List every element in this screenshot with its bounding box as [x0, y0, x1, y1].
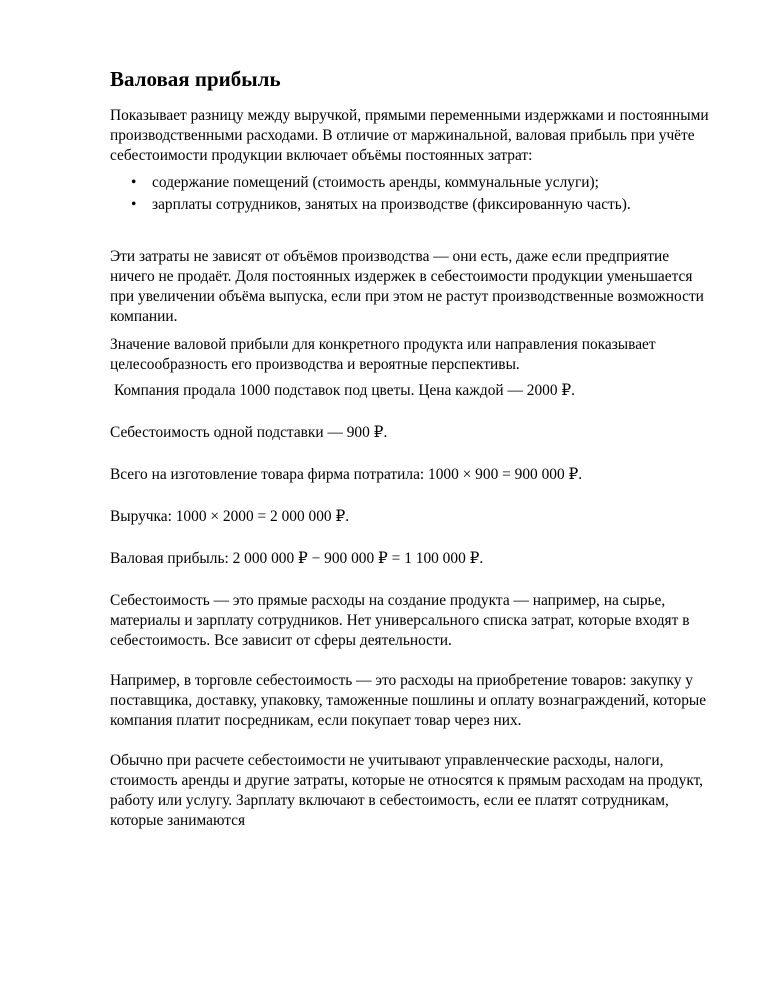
exclusions-paragraph: Обычно при расчете себестоимости не учитывают управленческие расходы, налоги, стоимость аренды и другие затраты, которые не относятся к прямым расходам на продукт, работу или услугу. Зарплату включают в себестоимость, если ее платят сотрудникам, которые занимаются [110, 752, 704, 829]
list-item [131, 195, 710, 215]
value-meaning-paragraph: Значение валовой прибыли для конкретного продукта или направления показывает целесообразность его производства и вероятные перспективы. [110, 336, 656, 373]
fixed-costs-list [110, 173, 710, 215]
example-line: Компания продала 1000 подставок под цветы. Цена каждой — 2000 ₽. [114, 382, 576, 399]
example-line: Себестоимость одной подставки — 900 ₽. [110, 424, 388, 441]
intro-paragraph: Показывает разницу между выручкой, прямыми переменными издержками и постоянными производственными расходами. В отличие от маржинальной, валовая прибыль при учёте себестоимости продукции включает объёмы постоянных затрат: [110, 107, 709, 164]
trade-example-paragraph: Например, в торговле себестоимость — это расходы на приобретение товаров: закупку у поставщика, доставку, упаковку, таможенные пошлины и оплату вознаграждений, которые компания платит посредникам, если покупает товар через них. [110, 672, 707, 729]
bullet-icon: • [131, 196, 137, 213]
fixed-costs-paragraph: Эти затраты не зависят от объёмов производства — они есть, даже если предприятие ничего не продаёт. Доля постоянных издержек в себестоимости продукции уменьшается при увеличении объёма выпуска, если при этом не растут производственные возможности компании. [110, 248, 704, 325]
page-title: Валовая прибыль [110, 67, 281, 91]
list-item-text: содержание помещений (стоимость аренды, коммунальные услуги); [152, 174, 599, 191]
bullet-icon: • [131, 174, 137, 191]
list-item [131, 173, 710, 193]
cost-definition-paragraph: Себестоимость — это прямые расходы на создание продукта — например, на сырье, материалы и зарплату сотрудников. Нет универсального списка затрат, которые входят в себестоимость. Все зависит от сферы деятельности. [110, 592, 690, 649]
list-item-text: зарплаты сотрудников, занятых на производстве (фиксированную часть). [152, 196, 631, 213]
document-page [110, 58, 710, 831]
example-line: Всего на изготовление товара фирма потратила: 1000 × 900 = 900 000 ₽. [110, 466, 583, 483]
example-line: Выручка: 1000 × 2000 = 2 000 000 ₽. [110, 508, 350, 525]
example-line: Валовая прибыль: 2 000 000 ₽ − 900 000 ₽ = 1 100 000 ₽. [110, 550, 484, 567]
